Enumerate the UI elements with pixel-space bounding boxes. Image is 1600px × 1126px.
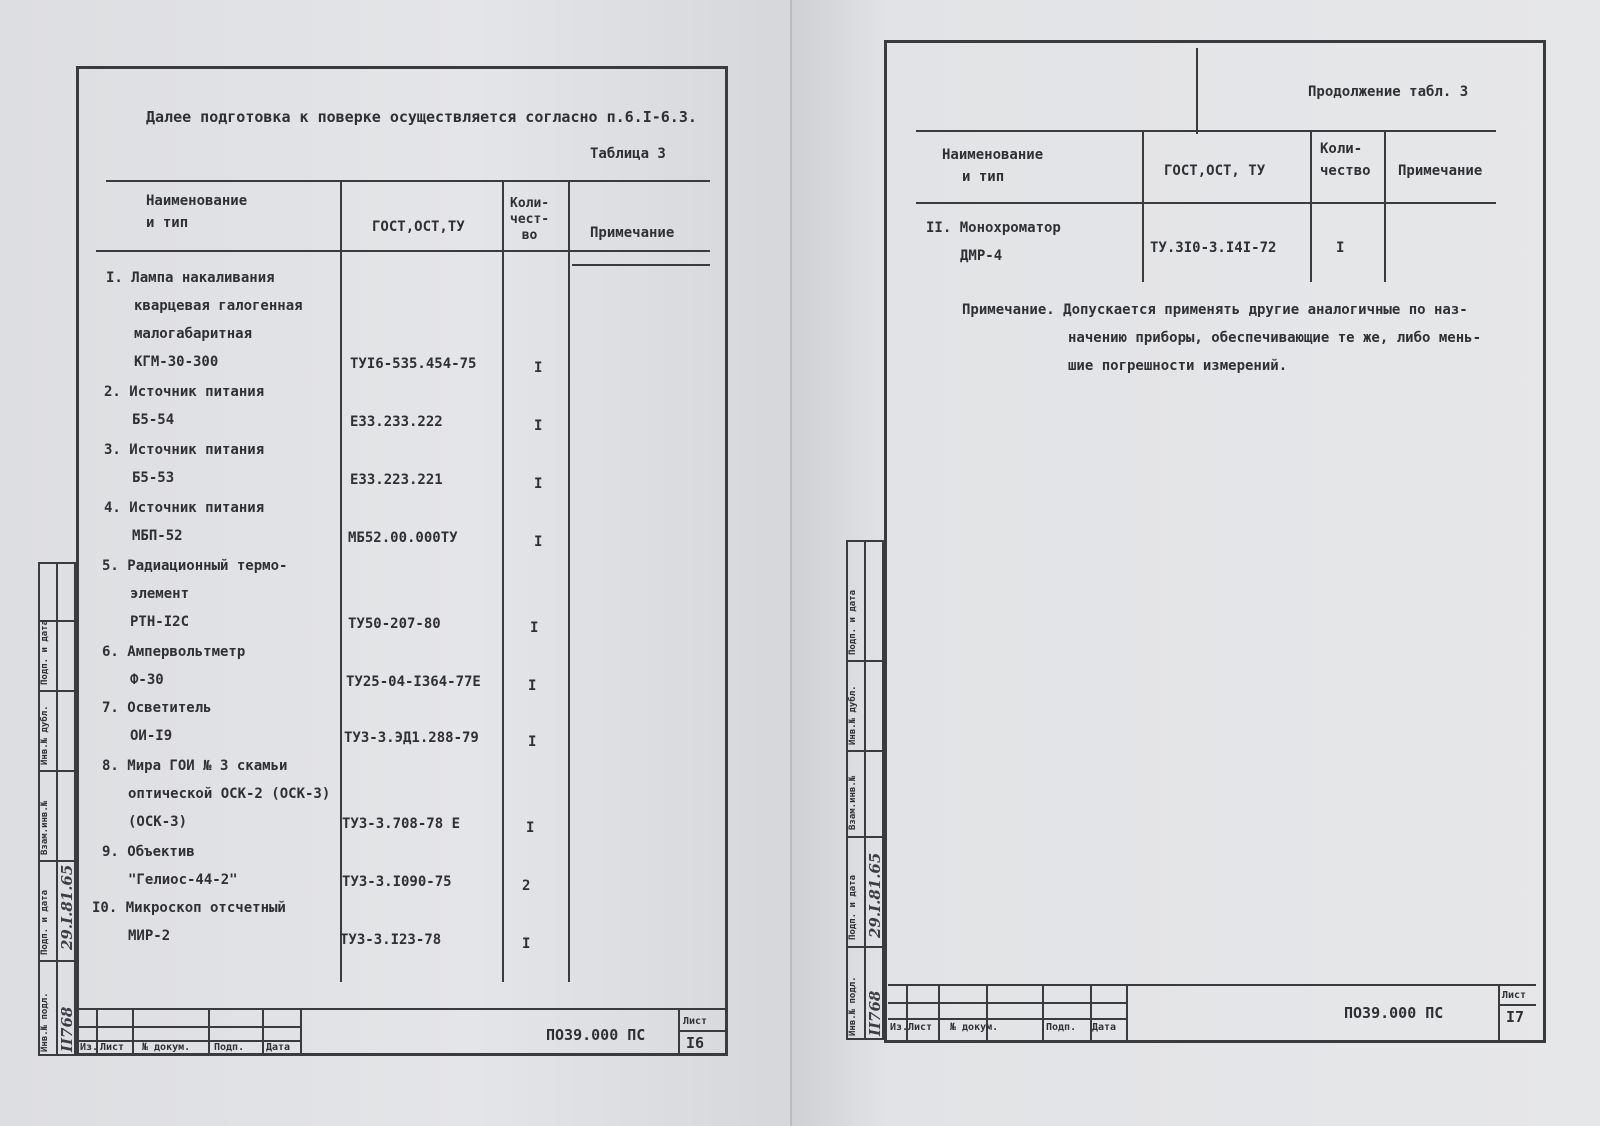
continuation-title: Продолжение табл. 3 <box>1308 84 1469 100</box>
row-qty: I <box>534 360 543 376</box>
stamp-cell: Лист <box>100 1042 125 1053</box>
left-page <box>0 0 792 1126</box>
table-row: 2. Источник питания Б5-54 <box>104 384 265 428</box>
table-row: 3. Источник питания Б5-53 <box>104 442 265 486</box>
date-signature: 29.I.81.65 <box>866 852 884 938</box>
stamp-cell: Подп. <box>1046 1022 1077 1033</box>
stamp-cell: Дата <box>1092 1022 1117 1033</box>
sheet-number: I7 <box>1506 1008 1525 1026</box>
stamp-cell: Лист <box>908 1022 933 1033</box>
intro-text: Далее подготовка к поверке осуществляется согласно п.6.I-6.3. <box>146 108 697 126</box>
stamp-cell: Из. <box>890 1022 909 1033</box>
row-qty: 2 <box>522 878 531 894</box>
note-paragraph: Примечание. Допускается применять другие аналогичные по наз- начению приборы, обеспечивающие те же, либо мень- шие погрешности измерений. <box>962 302 1482 374</box>
right-page <box>792 0 1600 1126</box>
side-label: Инв.№ подл. <box>40 992 50 1052</box>
header-qty: Коли- чест- во <box>510 196 550 243</box>
row-qty: I <box>1336 240 1345 256</box>
row-gost: ТУЗ-3.I090-75 <box>342 874 452 890</box>
sheet-label: Лист <box>1502 990 1527 1001</box>
side-label: Подп. и дата <box>40 889 50 955</box>
sheet-label: Лист <box>683 1016 708 1027</box>
table-row: I0. Микроскоп отсчетный МИР-2 <box>92 900 286 944</box>
header-name: Наименование и тип <box>146 193 248 231</box>
header-note: Примечание <box>1398 163 1483 179</box>
row-gost: ЕЗЗ.223.221 <box>350 472 443 488</box>
row-gost: ТУI6-535.454-75 <box>350 356 477 372</box>
stamp-cell: Подп. <box>214 1042 245 1053</box>
header-gost: ГОСТ,ОСТ,ТУ <box>372 219 465 235</box>
sheet-number: I6 <box>686 1034 705 1052</box>
table-row: 9. Объектив "Гелиос-44-2" <box>102 844 238 888</box>
right-page-frame <box>884 40 1546 1043</box>
table-row: 8. Мира ГОИ № 3 скамьи оптической ОСК-2 (ОСК-3) (ОСК-3) <box>102 758 331 830</box>
row-gost: МБ52.00.000ТУ <box>348 530 458 546</box>
stamp-cell: № докум. <box>950 1022 999 1033</box>
side-label: Инв.№ подл. <box>848 976 858 1036</box>
row-qty: I <box>534 476 543 492</box>
row-gost: ТУ.3I0-3.I4I-72 <box>1150 240 1277 256</box>
header-name: Наименование и тип <box>942 147 1044 185</box>
row-gost: ТУ50-207-80 <box>348 616 441 632</box>
inventory-number: II768 <box>58 1006 76 1052</box>
row-gost: ТУЗ-3.708-78 Е <box>342 816 461 832</box>
header-gost: ГОСТ,ОСТ, ТУ <box>1164 163 1266 179</box>
table-row: II. Монохроматор ДМР-4 <box>926 220 1061 264</box>
side-label: Взам.инв.№ <box>848 775 858 830</box>
table-row: I. Лампа накаливания кварцевая галогенная малогабаритная КГМ-30-300 <box>106 270 303 370</box>
row-qty: I <box>530 620 539 636</box>
row-qty: I <box>534 534 543 550</box>
stamp-cell: Из. <box>80 1042 99 1053</box>
row-qty: I <box>522 936 531 952</box>
inventory-number: II768 <box>866 990 884 1036</box>
table-row: 6. Ампервольтметр Ф-30 <box>102 644 246 688</box>
row-gost: ТУЗ-3.ЭД1.288-79 <box>344 730 479 746</box>
header-qty: Коли- чество <box>1320 141 1371 179</box>
stamp-cell: Дата <box>266 1042 291 1053</box>
doc-number: ПОЗ9.000 ПС <box>546 1026 646 1044</box>
side-label: Инв.№ дубл. <box>40 705 50 765</box>
table-title: Таблица 3 <box>590 146 666 162</box>
side-label: Взам.инв.№ <box>40 800 50 855</box>
row-qty: I <box>534 418 543 434</box>
table-row: 7. Осветитель ОИ-I9 <box>102 700 212 744</box>
row-qty: I <box>528 678 537 694</box>
side-label: Подп. и дата <box>40 619 50 685</box>
stamp-cell: № докум. <box>142 1042 191 1053</box>
row-gost: ТУЗ-3.I23-78 <box>340 932 442 948</box>
side-label: Подп. и дата <box>848 589 858 655</box>
header-note: Примечание <box>590 225 675 241</box>
table-row: 4. Источник питания МБП-52 <box>104 500 265 544</box>
side-label: Инв.№ дубл. <box>848 685 858 745</box>
doc-number: ПОЗ9.000 ПС <box>1344 1004 1444 1022</box>
table-row: 5. Радиационный термо- элемент РТН-I2С <box>102 558 288 630</box>
row-gost: ТУ25-04-I364-77Е <box>346 674 481 690</box>
side-label: Подп. и дата <box>848 874 858 940</box>
row-qty: I <box>526 820 535 836</box>
row-gost: ЕЗЗ.233.222 <box>350 414 443 430</box>
date-signature: 29.I.81.65 <box>58 864 76 950</box>
row-qty: I <box>528 734 537 750</box>
